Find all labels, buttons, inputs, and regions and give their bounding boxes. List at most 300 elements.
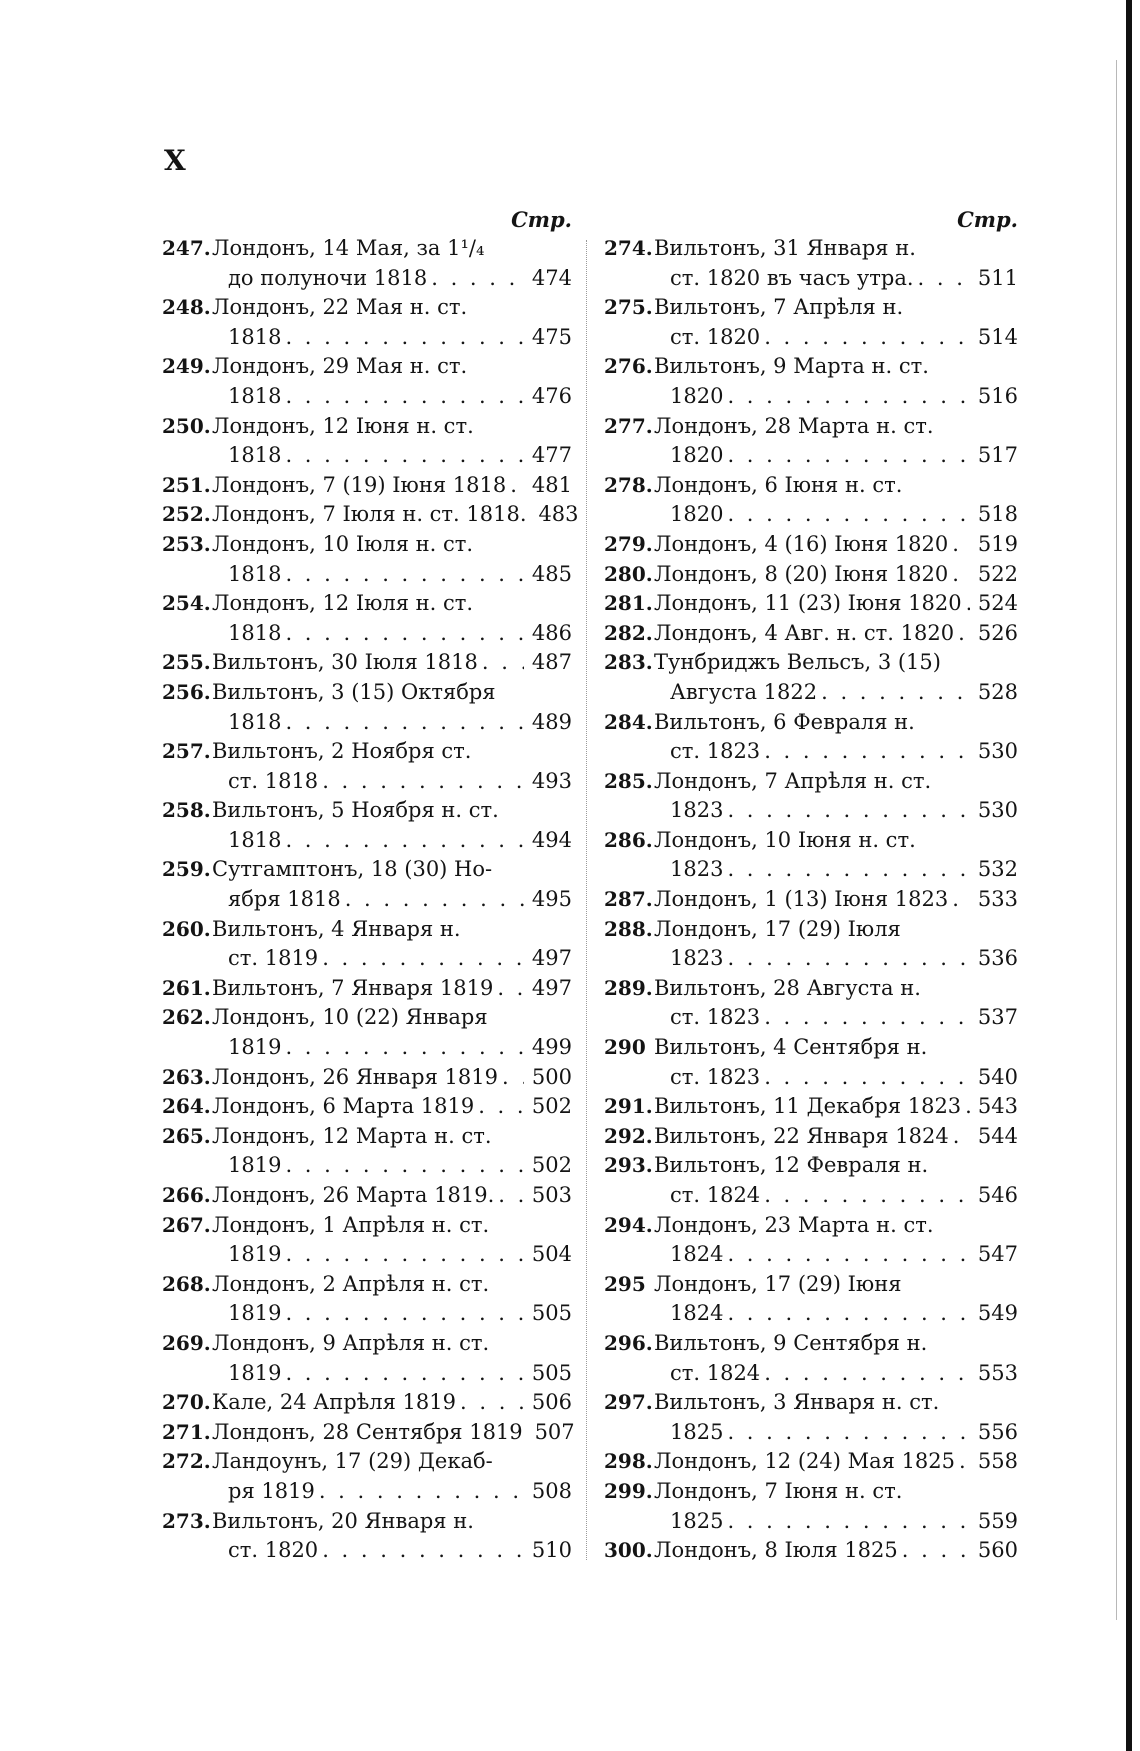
- toc-entry-line: [670, 944, 1018, 974]
- toc-entry: [162, 1181, 572, 1211]
- entry-number: 287.: [604, 887, 653, 912]
- dot-leader: [764, 323, 970, 353]
- entry-number: 273.: [162, 1508, 211, 1533]
- toc-entry: [162, 737, 572, 796]
- toc-entry: [162, 678, 572, 737]
- toc-column-right: [604, 206, 1018, 1566]
- toc-entry-line: [228, 441, 572, 471]
- entry-text: 1825: [670, 1508, 724, 1533]
- toc-entry-line: [604, 1092, 1018, 1122]
- toc-entry: [604, 826, 1018, 885]
- toc-entry-line: [162, 1003, 572, 1033]
- entry-number: 260.: [162, 916, 211, 941]
- entry-text: Тунбриджъ Вельсъ, 3 (15): [654, 650, 941, 675]
- entry-number: 258.: [162, 798, 211, 823]
- entry-text: 1825: [670, 1419, 724, 1444]
- entry-number: 257.: [162, 739, 211, 764]
- entry-number: 254.: [162, 591, 211, 616]
- toc-entry-line: [670, 1181, 1018, 1211]
- entry-text: 1819: [228, 1360, 282, 1385]
- entry-text: Вильтонъ, 7 Января 1819: [212, 975, 494, 1000]
- entry-text: Вильтонъ, 31 Января н.: [654, 236, 916, 260]
- page-number: 546: [977, 1183, 1018, 1207]
- toc-entry-line: [670, 737, 1018, 767]
- toc-entry: [604, 1388, 1018, 1447]
- toc-entry: [604, 1329, 1018, 1388]
- toc-entry-line: [604, 1033, 1018, 1063]
- page-number: 543: [977, 1094, 1018, 1119]
- toc-entry: [604, 589, 1018, 619]
- toc-entry: [162, 796, 572, 855]
- page-number: 476: [531, 383, 572, 408]
- toc-entry-line: [604, 708, 1018, 738]
- toc-entry-line: [604, 974, 1018, 1004]
- dot-leader: [285, 323, 524, 353]
- dot-leader: [285, 441, 524, 471]
- entry-number: 262.: [162, 1005, 211, 1030]
- entry-text: 1819: [228, 1242, 282, 1267]
- page-number: 556: [977, 1419, 1018, 1444]
- entry-text: ст. 1823: [670, 739, 761, 764]
- toc-entry: [604, 412, 1018, 471]
- entry-number: 291.: [604, 1094, 653, 1119]
- toc-entry-line: [162, 648, 572, 678]
- dot-leader: [821, 678, 970, 708]
- entry-text: Ландоунъ, 17 (29) Декаб-: [212, 1449, 493, 1474]
- entry-text: Лондонъ, 22 Мая н. ст.: [212, 295, 468, 320]
- dot-leader: [478, 1092, 524, 1122]
- toc-entry: [162, 1447, 572, 1506]
- toc-entry: [162, 471, 572, 501]
- entry-number: 259.: [162, 857, 211, 882]
- page-column-header: Стр.: [957, 207, 1018, 232]
- toc-entry-line: [228, 1151, 572, 1181]
- entry-text: Лондонъ, 28 Сентября 1819: [212, 1419, 523, 1444]
- dot-leader: [285, 1299, 524, 1329]
- page-number: 530: [977, 798, 1018, 823]
- entry-text: ст. 1819: [228, 946, 319, 971]
- entry-number: 268.: [162, 1271, 211, 1296]
- toc-entry-line: [162, 1181, 572, 1211]
- page-number: 507: [534, 1419, 575, 1444]
- toc-entry: [604, 1536, 1018, 1566]
- entry-number: 278.: [604, 472, 653, 497]
- toc-entry-line: [604, 826, 1018, 856]
- entry-number: 255.: [162, 650, 211, 675]
- entry-text: Лондонъ, 7 Іюня н. ст.: [654, 1478, 903, 1503]
- page-column-header: Стр.: [511, 207, 572, 232]
- toc-entry-line: [228, 382, 572, 412]
- entry-number: 249.: [162, 354, 211, 379]
- toc-entry-line: [162, 1270, 572, 1300]
- page-number: 517: [977, 443, 1018, 468]
- entry-number: 267.: [162, 1212, 211, 1237]
- page-number: 497: [531, 946, 572, 971]
- page-number: 495: [531, 887, 572, 912]
- entry-number: 290: [604, 1035, 646, 1060]
- toc-entry: [162, 589, 572, 648]
- toc-entry-line: [604, 1151, 1018, 1181]
- page-number: 537: [977, 1005, 1018, 1030]
- dot-leader: [959, 1447, 970, 1477]
- entry-number: 297.: [604, 1390, 653, 1415]
- page-number: 547: [977, 1242, 1018, 1267]
- entry-text: 1820: [670, 383, 724, 408]
- entry-text: Августа 1822: [670, 679, 818, 704]
- entry-number: 261.: [162, 975, 211, 1000]
- toc-entry-line: [228, 944, 572, 974]
- toc-entry: [162, 1003, 572, 1062]
- toc-entry: [162, 1063, 572, 1093]
- toc-entry: [162, 1418, 575, 1448]
- entry-text: 1820: [670, 502, 724, 527]
- page-number: 502: [531, 1153, 572, 1178]
- page-number: 511: [977, 265, 1018, 290]
- dot-leader: [952, 560, 970, 590]
- toc-entry: [162, 648, 572, 678]
- toc-entry-line: [228, 264, 572, 294]
- toc-entry-line: [604, 293, 1018, 323]
- toc-entry-line: [670, 1003, 1018, 1033]
- dot-leader: [727, 1299, 970, 1329]
- entry-text: Лондонъ, 26 Марта 1819.: [212, 1183, 495, 1207]
- entry-text: 1819: [228, 1301, 282, 1326]
- dot-leader: [510, 471, 524, 501]
- toc-entry-line: [162, 352, 572, 382]
- entry-text: Лондонъ, 28 Марта н. ст.: [654, 413, 934, 438]
- entry-number: 281.: [604, 591, 653, 616]
- entry-number: 295: [604, 1271, 646, 1296]
- entry-text: 1819: [228, 1035, 282, 1060]
- toc-entry: [162, 234, 572, 293]
- dot-leader: [498, 1181, 524, 1211]
- entry-text: Лондонъ, 10 Іюня н. ст.: [654, 827, 916, 852]
- toc-entry-line: [604, 1329, 1018, 1359]
- toc-entry: [604, 352, 1018, 411]
- dot-leader: [764, 1359, 970, 1389]
- entry-text: Лондонъ, 10 (22) Января: [212, 1005, 488, 1030]
- dot-leader: [958, 619, 970, 649]
- toc-entry-line: [670, 382, 1018, 412]
- toc-entry-line: [604, 1270, 1018, 1300]
- entry-text: Вильтонъ, 4 Сентября н.: [654, 1035, 928, 1060]
- toc-entry-line: [670, 264, 1018, 294]
- entry-number: 275.: [604, 295, 653, 320]
- page-number: 514: [977, 324, 1018, 349]
- entry-text: Лондонъ, 9 Апрѣля н. ст.: [212, 1330, 490, 1355]
- page-number: 486: [531, 620, 572, 645]
- toc-entry-line: [162, 796, 572, 826]
- entry-text: Сутгамптонъ, 18 (30) Но-: [212, 857, 493, 882]
- toc-entry-line: [604, 885, 1018, 915]
- page-number: 540: [977, 1064, 1018, 1089]
- page-number: 503: [531, 1183, 572, 1207]
- toc-entry-line: [228, 560, 572, 590]
- entry-number: 265.: [162, 1123, 211, 1148]
- entry-text: Лондонъ, 4 (16) Іюня 1820: [654, 531, 949, 556]
- toc-entry-line: [162, 234, 572, 264]
- dot-leader: [727, 382, 970, 412]
- toc-entries-left: [162, 234, 579, 1566]
- entry-text: Вильтонъ, 12 Февраля н.: [654, 1153, 929, 1178]
- toc-entry-line: [670, 1240, 1018, 1270]
- entry-number: 299.: [604, 1478, 653, 1503]
- entry-text: 1823: [670, 798, 724, 823]
- toc-entry-line: [162, 1418, 575, 1448]
- entry-number: 277.: [604, 413, 653, 438]
- page-number: 508: [531, 1478, 572, 1503]
- toc-entry-line: [604, 648, 1018, 678]
- entry-text: ст. 1818: [228, 768, 319, 793]
- toc-entry-line: [670, 1507, 1018, 1537]
- entry-text: Лондонъ, 12 Іюля н. ст.: [212, 591, 474, 616]
- entry-text: ст. 1820 въ часъ утра.: [670, 265, 914, 290]
- page-number: 489: [531, 709, 572, 734]
- dot-leader: [764, 1181, 970, 1211]
- entry-text: 1824: [670, 1301, 724, 1326]
- toc-entry: [604, 1270, 1018, 1329]
- toc-entry-line: [228, 1359, 572, 1389]
- toc-entry: [604, 234, 1018, 293]
- page-number: 560: [977, 1538, 1018, 1563]
- entry-number: 284.: [604, 709, 653, 734]
- toc-entry: [604, 915, 1018, 974]
- toc-entry-line: [162, 974, 572, 1004]
- toc-entries-right: [604, 234, 1018, 1566]
- entry-number: 283.: [604, 650, 653, 675]
- dot-leader: [727, 855, 970, 885]
- page-number: 558: [977, 1449, 1018, 1474]
- toc-entry: [604, 619, 1018, 649]
- toc-entry-line: [670, 441, 1018, 471]
- entry-text: ст. 1824: [670, 1183, 761, 1207]
- dot-leader: [953, 1122, 970, 1152]
- toc-entry-line: [670, 1063, 1018, 1093]
- toc-entry: [162, 1329, 572, 1388]
- toc-entry-line: [604, 619, 1018, 649]
- toc-entry-line: [228, 323, 572, 353]
- toc-entry-line: [162, 1063, 572, 1093]
- entry-text: Лондонъ, 8 Іюля 1825: [654, 1538, 898, 1563]
- toc-entry-line: [670, 323, 1018, 353]
- entry-number: 247.: [162, 236, 211, 260]
- page-number: 505: [531, 1360, 572, 1385]
- entry-number: 252.: [162, 502, 211, 527]
- entry-text: Лондонъ, 7 (19) Іюня 1818: [212, 472, 507, 497]
- toc-entry: [162, 855, 572, 914]
- entry-text: Лондонъ, 17 (29) Іюля: [654, 916, 901, 941]
- entry-text: Лондонъ, 29 Мая н. ст.: [212, 354, 468, 379]
- entry-number: 250.: [162, 413, 211, 438]
- toc-entry: [604, 293, 1018, 352]
- toc-entry: [604, 648, 1018, 707]
- entry-text: Вильтонъ, 22 Января 1824: [654, 1123, 949, 1148]
- toc-entry-line: [604, 1211, 1018, 1241]
- entry-number: 253.: [162, 531, 211, 556]
- page-number: 502: [531, 1094, 572, 1119]
- page-number: 474: [531, 265, 572, 290]
- entry-text: Лондонъ, 26 Января 1819: [212, 1064, 498, 1089]
- entry-text: Лондонъ, 17 (29) Іюня: [654, 1271, 902, 1296]
- toc-entry-line: [228, 1477, 572, 1507]
- entry-text: Вильтонъ, 30 Іюля 1818: [212, 650, 478, 675]
- toc-entry: [604, 885, 1018, 915]
- dot-leader: [319, 1477, 524, 1507]
- toc-entry: [604, 1211, 1018, 1270]
- toc-entry-line: [228, 619, 572, 649]
- toc-entry: [604, 1447, 1018, 1477]
- toc-entry: [162, 1092, 572, 1122]
- page-number: 524: [977, 591, 1018, 616]
- toc-entry-line: [162, 530, 572, 560]
- dot-leader: [727, 944, 970, 974]
- page-number-roman: X: [164, 144, 187, 177]
- toc-entry-line: [670, 500, 1018, 530]
- entry-text: 1823: [670, 946, 724, 971]
- entry-text: Лондонъ, 14 Мая, за 1¹/₄: [212, 236, 485, 260]
- entry-number: 276.: [604, 354, 653, 379]
- entry-text: Вильтонъ, 5 Ноября н. ст.: [212, 798, 499, 823]
- toc-entry-line: [162, 678, 572, 708]
- dot-leader: [285, 1240, 524, 1270]
- toc-entry-line: [604, 589, 1018, 619]
- entry-number: 289.: [604, 975, 653, 1000]
- dot-leader: [966, 589, 970, 619]
- toc-entry-line: [228, 1033, 572, 1063]
- page-number: 530: [977, 739, 1018, 764]
- dot-leader: [727, 441, 970, 471]
- entry-text: ст. 1820: [670, 324, 761, 349]
- entry-number: 279.: [604, 531, 653, 556]
- dot-leader: [460, 1388, 524, 1418]
- page-number: 544: [977, 1123, 1018, 1148]
- page-number: 526: [977, 620, 1018, 645]
- page-number: 475: [531, 324, 572, 349]
- entry-number: 293.: [604, 1153, 653, 1178]
- dot-leader: [764, 737, 970, 767]
- page-number: 533: [977, 887, 1018, 912]
- entry-number: 296.: [604, 1330, 653, 1355]
- dot-leader: [285, 382, 524, 412]
- entry-number: 263.: [162, 1064, 211, 1089]
- toc-entry-line: [162, 293, 572, 323]
- page-number: 487: [531, 650, 572, 675]
- dot-leader: [431, 264, 524, 294]
- dot-leader: [285, 826, 524, 856]
- toc-entry: [604, 1477, 1018, 1536]
- entry-number: 300.: [604, 1538, 653, 1563]
- entry-number: 270.: [162, 1390, 211, 1415]
- entry-text: ст. 1824: [670, 1360, 761, 1385]
- page-number: 505: [531, 1301, 572, 1326]
- entry-text: Вильтонъ, 20 Января н.: [212, 1508, 474, 1533]
- toc-entry-line: [604, 1122, 1018, 1152]
- entry-number: 286.: [604, 827, 653, 852]
- entry-number: 248.: [162, 295, 211, 320]
- toc-entry-line: [162, 412, 572, 442]
- entry-text: Вильтонъ, 28 Августа н.: [654, 975, 921, 1000]
- toc-entry-line: [162, 737, 572, 767]
- entry-text: 1818: [228, 324, 282, 349]
- entry-number: 256.: [162, 679, 211, 704]
- toc-entry-line: [162, 855, 572, 885]
- toc-entry-line: [162, 1447, 572, 1477]
- page-edge-line: [1116, 60, 1117, 1620]
- toc-entry: [162, 1507, 572, 1566]
- page-number: 549: [977, 1301, 1018, 1326]
- entry-text: Лондонъ, 10 Іюля н. ст.: [212, 531, 474, 556]
- entry-text: Вильтонъ, 7 Апрѣля н.: [654, 295, 904, 320]
- toc-entry-line: [604, 1388, 1018, 1418]
- toc-entry-line: [604, 471, 1018, 501]
- page-number: 485: [531, 561, 572, 586]
- dot-leader: [285, 1359, 524, 1389]
- entry-text: ября 1818: [228, 887, 341, 912]
- toc-entry: [604, 974, 1018, 1033]
- dot-leader: [285, 560, 524, 590]
- entry-text: 1818: [228, 383, 282, 408]
- entry-number: 251.: [162, 472, 211, 497]
- page-number: 519: [977, 531, 1018, 556]
- toc-entry-line: [670, 1418, 1018, 1448]
- entry-text: 1818: [228, 561, 282, 586]
- toc-entry: [604, 1092, 1018, 1122]
- toc-entry-line: [228, 885, 572, 915]
- toc-entry-line: [604, 234, 1018, 264]
- entry-text: Вильтонъ, 11 Декабря 1823: [654, 1094, 962, 1119]
- page-number: 494: [531, 827, 572, 852]
- entry-text: Лондонъ, 12 Іюня н. ст.: [212, 413, 474, 438]
- page-number: 559: [977, 1508, 1018, 1533]
- page-number: 516: [977, 383, 1018, 408]
- entry-number: 266.: [162, 1183, 211, 1207]
- dot-leader: [322, 1536, 524, 1566]
- page-number: 499: [531, 1035, 572, 1060]
- entry-text: Лондонъ, 12 (24) Мая 1825: [654, 1449, 956, 1474]
- toc-entry-line: [228, 1240, 572, 1270]
- toc-entry: [162, 1122, 572, 1181]
- dot-leader: [727, 500, 970, 530]
- toc-entry: [604, 1151, 1018, 1210]
- page-number: 510: [531, 1538, 572, 1563]
- entry-text: Лондонъ, 7 Апрѣля н. ст.: [654, 768, 932, 793]
- entry-number: 288.: [604, 916, 653, 941]
- entry-text: Вильтонъ, 6 Февраля н.: [654, 709, 915, 734]
- entry-text: Лондонъ, 1 (13) Іюня 1823: [654, 887, 949, 912]
- entry-text: Лондонъ, 11 (23) Іюня 1820: [654, 591, 962, 616]
- dot-leader: [285, 1033, 524, 1063]
- toc-entry-line: [670, 796, 1018, 826]
- toc-entry-line: [228, 708, 572, 738]
- entry-text: до полуночи 1818: [228, 265, 428, 290]
- toc-entry-line: [670, 678, 1018, 708]
- dot-leader: [322, 944, 524, 974]
- dot-leader: [764, 1003, 970, 1033]
- toc-entry: [162, 412, 572, 471]
- page-number: 522: [977, 561, 1018, 586]
- entry-text: 1820: [670, 443, 724, 468]
- toc-entry: [604, 530, 1018, 560]
- toc-entry-line: [604, 352, 1018, 382]
- toc-entry: [604, 767, 1018, 826]
- entry-number: 294.: [604, 1212, 653, 1237]
- page-number: 493: [531, 768, 572, 793]
- toc-entry: [162, 1211, 572, 1270]
- toc-entry-line: [670, 855, 1018, 885]
- toc-entry-line: [604, 560, 1018, 590]
- entry-number: 285.: [604, 768, 653, 793]
- dot-leader: [727, 796, 970, 826]
